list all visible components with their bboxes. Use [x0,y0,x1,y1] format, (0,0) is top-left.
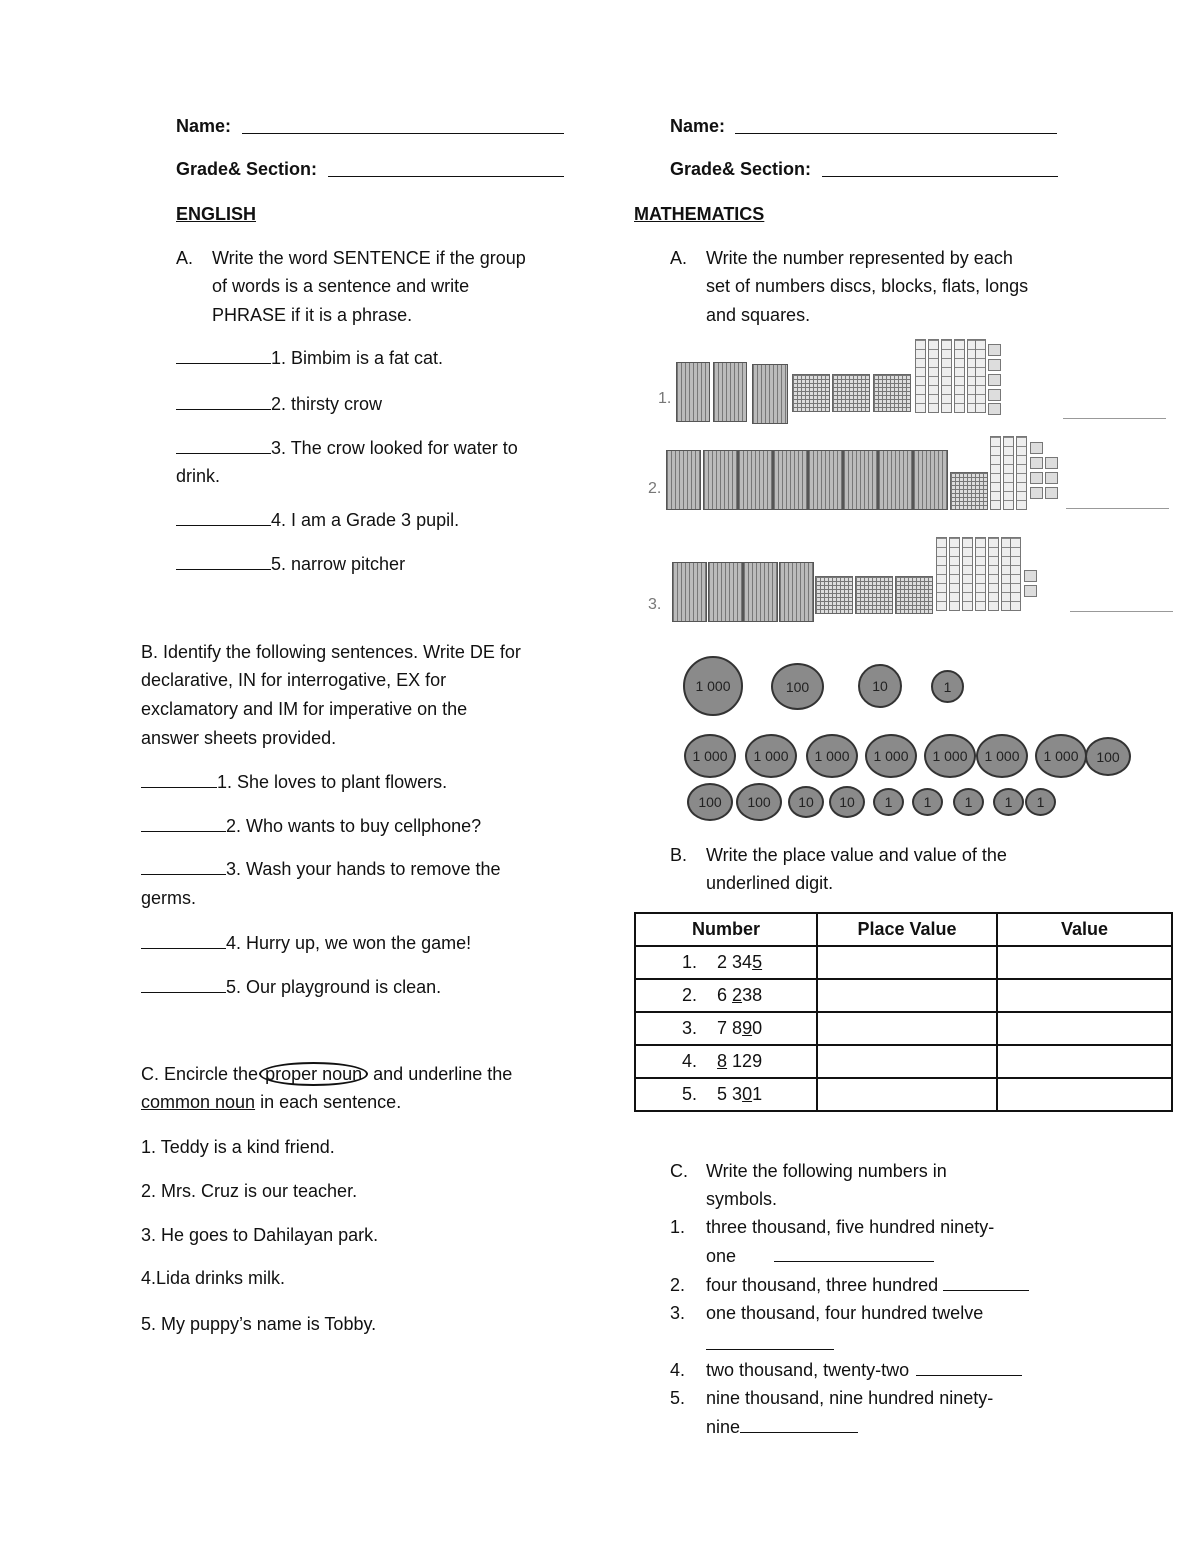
disc-10-icon: 10 [788,786,824,818]
disc-1-icon: 1 [912,788,943,816]
answer-line[interactable] [1063,418,1166,419]
english-name-label: Name: [176,116,232,136]
value-cell[interactable] [997,946,1172,979]
math-c-item-3: one thousand, four hundred twelve [706,1303,984,1323]
disc-1000-icon: 1 000 [1035,734,1087,778]
math-c-item-1-cont: one [706,1245,934,1267]
english-a-instruction-1: Write the word SENTENCE if the group [212,248,526,268]
thousand-block-icon [913,450,948,510]
answer-blank[interactable] [176,553,271,570]
disc-1000-icon: 1 000 [865,734,917,778]
disc-100-icon: 100 [736,783,782,821]
thousand-block-icon [703,450,738,510]
thousand-block-icon [878,450,913,510]
ten-long-icon [949,537,960,611]
thousand-block-icon [666,450,701,510]
underlined-digit: 9 [742,1018,753,1038]
answer-blank[interactable] [740,1416,858,1433]
hundred-flat-icon [873,374,911,412]
english-c-instruction-2: common noun in each sentence. [141,1092,402,1112]
thousand-block-icon [672,562,707,622]
english-a-instruction-3: PHRASE if it is a phrase. [212,305,413,325]
ten-long-icon [988,537,999,611]
answer-blank[interactable] [706,1349,834,1350]
english-b-instruction-1: B. Identify the following sentences. Write DE for [141,642,521,662]
english-b-item-2: 2. Who wants to buy cellphone? [141,815,481,837]
english-name-line[interactable] [242,133,564,134]
answer-blank[interactable] [176,393,271,410]
place-value-cell[interactable] [817,946,997,979]
one-square-icon [1030,457,1043,469]
proper-noun-circled: proper noun [259,1062,368,1086]
math-b-instruction-1: Write the place value and value of the [706,845,1007,865]
math-b-letter: B. [670,845,688,865]
one-square-icon [1024,570,1037,582]
math-subject-heading: MATHEMATICS [634,204,765,224]
math-a-letter: A. [670,248,688,268]
thousand-block-icon [773,450,808,510]
answer-blank[interactable] [141,976,226,993]
one-square-icon [988,344,1001,356]
math-c-item-5-cont: nine [706,1416,858,1438]
ten-long-icon [941,339,952,413]
english-a-item-1: 1. Bimbim is a fat cat. [176,347,443,369]
ten-long-icon [954,339,965,413]
thousand-block-icon [738,450,773,510]
math-c-item-5: nine thousand, nine hundred ninety- [706,1388,994,1408]
thousand-block-icon [808,450,843,510]
number-cell: 2. 6 238 [635,979,817,1012]
value-cell[interactable] [997,1078,1172,1111]
math-grade-line[interactable] [822,176,1058,177]
answer-blank[interactable] [141,815,226,832]
english-grade-label: Grade& Section: [176,159,318,179]
math-c-item-1-num: 1. [670,1217,686,1237]
math-c-item-2: four thousand, three hundred [706,1274,1029,1296]
ten-long-icon [962,537,973,611]
disc-1-icon: 1 [873,788,904,816]
thousand-block-icon [752,364,788,424]
one-square-icon [1045,487,1058,499]
number-cell: 3. 7 890 [635,1012,817,1045]
english-a-letter: A. [176,248,194,268]
english-b-instruction-4: answer sheets provided. [141,728,337,748]
underlined-digit: 5 [752,952,763,972]
answer-line[interactable] [1066,508,1169,509]
english-b-instruction-2: declarative, IN for interrogative, EX for [141,670,447,690]
math-a-instruction-2: set of numbers discs, blocks, flats, longs [706,276,1029,296]
one-square-icon [988,359,1001,371]
answer-blank[interactable] [176,347,271,364]
one-square-icon [1030,487,1043,499]
disc-1-icon: 1 [931,670,964,703]
underlined-digit: 0 [742,1084,753,1104]
disc-10-icon: 10 [858,664,902,708]
answer-line[interactable] [1070,611,1173,612]
disc-1-icon: 1 [953,788,984,816]
english-c-item-2: 2. Mrs. Cruz is our teacher. [141,1181,358,1201]
hundred-flat-icon [815,576,853,614]
common-noun-underlined: common noun [141,1092,256,1112]
ten-long-icon [975,339,986,413]
disc-1-icon: 1 [1025,788,1056,816]
english-subject-heading: ENGLISH [176,204,257,224]
number-cell: 5. 5 301 [635,1078,817,1111]
table-row [635,946,1172,979]
english-a-instruction-2: of words is a sentence and write [212,276,470,296]
one-square-icon [988,389,1001,401]
english-grade-line[interactable] [328,176,564,177]
place-value-cell[interactable] [817,979,997,1012]
table-row [635,1078,1172,1111]
math-c-letter: C. [670,1161,688,1181]
english-b-item-1: 1. She loves to plant flowers. [141,771,447,793]
english-a-item-5: 5. narrow pitcher [176,553,405,575]
thousand-block-icon [676,362,710,422]
thousand-block-icon [713,362,747,422]
ten-long-icon [990,436,1001,510]
one-square-icon [1024,585,1037,597]
ten-long-icon [936,537,947,611]
math-name-line[interactable] [735,133,1057,134]
place-value-cell[interactable] [817,1045,997,1078]
math-c-item-2-num: 2. [670,1275,686,1295]
column-header: Value [997,913,1172,946]
ten-long-icon [928,339,939,413]
english-b-item-3-cont: germs. [141,888,197,908]
hundred-flat-icon [950,472,988,510]
english-b-item-4: 4. Hurry up, we won the game! [141,932,471,954]
block-set-label: 3. [648,596,662,613]
number-cell: 4. 8 129 [635,1045,817,1078]
math-name-label: Name: [670,116,726,136]
one-square-icon [1030,442,1043,454]
one-square-icon [988,374,1001,386]
disc-1000-icon: 1 000 [976,734,1028,778]
disc-1000-icon: 1 000 [684,734,736,778]
math-c-instruction-2: symbols. [706,1189,778,1209]
value-cell[interactable] [997,1012,1172,1045]
place-value-cell[interactable] [817,1012,997,1045]
one-square-icon [1030,472,1043,484]
english-a-item-4: 4. I am a Grade 3 pupil. [176,509,459,531]
block-set-label: 1. [658,390,672,407]
answer-blank[interactable] [176,509,271,526]
hundred-flat-icon [855,576,893,614]
table-header-row [635,913,1172,946]
english-c-item-1: 1. Teddy is a kind friend. [141,1137,335,1157]
thousand-block-icon [843,450,878,510]
value-cell[interactable] [997,979,1172,1012]
disc-100-icon: 100 [1085,737,1131,776]
answer-blank[interactable] [141,932,226,949]
english-c-instruction-1: C. Encircle the proper noun and underline the [141,1064,513,1084]
english-c-item-5: 5. My puppy’s name is Tobby. [141,1314,377,1334]
answer-blank[interactable] [141,771,217,788]
underlined-digit: 2 [732,985,743,1005]
hundred-flat-icon [895,576,933,614]
block-set-label: 2. [648,480,662,497]
math-c-item-1: three thousand, five hundred ninety- [706,1217,995,1237]
math-c-instruction-1: Write the following numbers in [706,1161,947,1181]
english-b-item-5: 5. Our playground is clean. [141,976,441,998]
table-row [635,979,1172,1012]
ten-long-icon [1003,436,1014,510]
answer-blank[interactable] [916,1359,1022,1376]
disc-1000-icon: 1 000 [924,734,976,778]
table-row [635,1045,1172,1078]
hundred-flat-icon [832,374,870,412]
disc-100-icon: 100 [687,783,733,821]
english-a-item-2: 2. thirsty crow [176,393,382,415]
disc-1000-icon: 1 000 [806,734,858,778]
underlined-digit: 8 [717,1051,728,1071]
english-a-item-3-cont: drink. [176,466,221,486]
disc-1-icon: 1 [993,788,1024,816]
thousand-block-icon [743,562,778,622]
math-b-instruction-2: underlined digit. [706,873,834,893]
place-value-cell[interactable] [817,1078,997,1111]
english-b-item-3: 3. Wash your hands to remove the [141,858,500,880]
thousand-block-icon [779,562,814,622]
disc-1000-icon: 1 000 [745,734,797,778]
math-a-instruction-1: Write the number represented by each [706,248,1013,268]
ten-long-icon [1016,436,1027,510]
math-c-item-4-num: 4. [670,1360,686,1380]
answer-blank[interactable] [943,1274,1029,1291]
disc-1000-icon: 1 000 [683,656,743,716]
english-b-instruction-3: exclamatory and IM for imperative on the [141,699,468,719]
disc-10-icon: 10 [829,786,865,818]
english-c-item-4: 4.Lida drinks milk. [141,1268,286,1288]
ten-long-icon [975,537,986,611]
hundred-flat-icon [792,374,830,412]
value-cell[interactable] [997,1045,1172,1078]
number-cell: 1. 2 345 [635,946,817,979]
one-square-icon [1045,457,1058,469]
math-a-instruction-3: and squares. [706,305,811,325]
ten-long-icon [1010,537,1021,611]
answer-blank[interactable] [141,858,226,875]
one-square-icon [988,403,1001,415]
math-grade-label: Grade& Section: [670,159,812,179]
ten-long-icon [915,339,926,413]
column-header: Place Value [817,913,997,946]
math-c-item-5-num: 5. [670,1388,686,1408]
math-c-item-4: two thousand, twenty-two [706,1359,1022,1381]
one-square-icon [1045,472,1058,484]
table-row [635,1012,1172,1045]
answer-blank[interactable] [176,437,271,454]
english-a-item-3: 3. The crow looked for water to [176,437,518,459]
english-c-item-3: 3. He goes to Dahilayan park. [141,1225,379,1245]
column-header: Number [635,913,817,946]
answer-blank[interactable] [774,1245,934,1262]
math-c-item-3-num: 3. [670,1303,686,1323]
place-value-table [634,912,1173,1112]
disc-100-icon: 100 [771,663,824,710]
thousand-block-icon [708,562,743,622]
